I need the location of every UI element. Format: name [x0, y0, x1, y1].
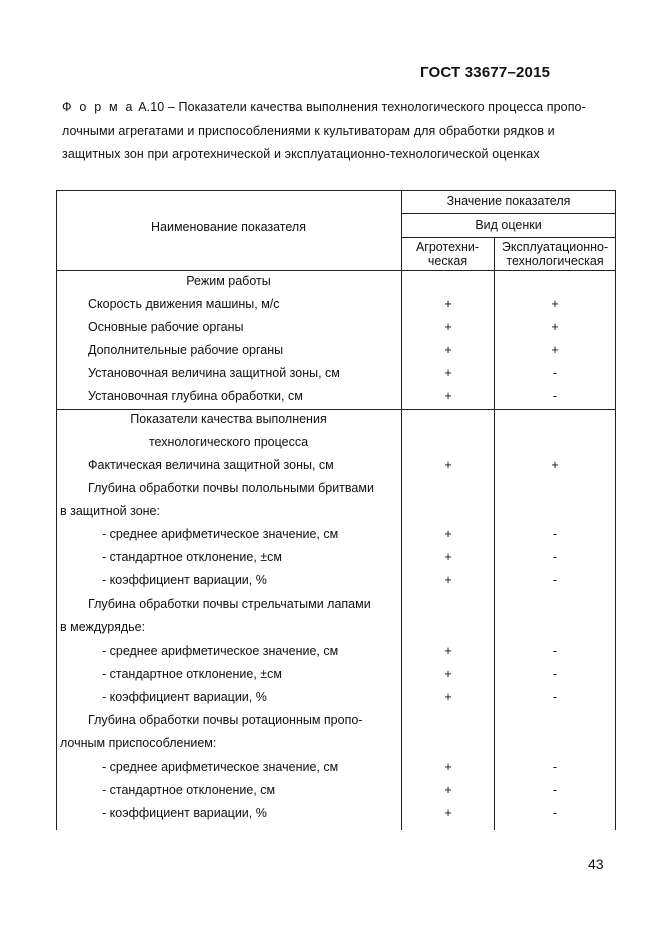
page-number: 43 [588, 856, 604, 872]
header-evaluation-type: Вид оценки [475, 218, 542, 232]
table-cell-expl: + [551, 343, 559, 357]
header-operational-line-2: технологическая [506, 254, 604, 268]
table-row-name: - коэффициент вариации, % [102, 806, 267, 820]
column-divider-2 [494, 237, 495, 830]
header-divider-eval [401, 237, 616, 238]
table-cell-agro: + [444, 573, 452, 587]
table-cell-expl: - [552, 573, 558, 587]
table-cell-expl: - [552, 690, 558, 704]
form-word: Ф о р м а [62, 100, 135, 114]
document-code: ГОСТ 33677–2015 [420, 64, 551, 81]
table-cell-expl: - [552, 550, 558, 564]
table-row-name: - стандартное отклонение, см [102, 783, 276, 797]
table-row-name: - среднее арифметическое значение, см [102, 760, 339, 774]
table-row-name: Установочная глубина обработки, см [88, 389, 303, 403]
table-row-name: в междурядье: [60, 620, 146, 634]
table-row-name: Основные рабочие органы [88, 320, 244, 334]
table-cell-expl: - [552, 806, 558, 820]
header-indicator-name: Наименование показателя [151, 220, 306, 234]
header-divider-value [401, 213, 616, 214]
table-row-name: лочным приспособлением: [60, 736, 217, 750]
header-agrotechnical [401, 240, 494, 268]
table-cell-expl: + [551, 320, 559, 334]
table-cell-agro: + [444, 550, 452, 564]
table-cell-agro: + [444, 527, 452, 541]
table-cell-expl: - [552, 760, 558, 774]
table-cell-agro: + [444, 690, 452, 704]
header-agrotechnical-line-1: Агротехни- [415, 240, 480, 254]
table-row-name: - среднее арифметическое значение, см [102, 644, 339, 658]
table-row-name: - стандартное отклонение, ±см [102, 550, 282, 564]
caption-line-2: лочными агрегатами и приспособлениями к культиваторам для обработки рядков и [62, 123, 555, 138]
table-row-name: технологического процесса [148, 435, 309, 449]
table-cell-agro: + [444, 667, 452, 681]
table-row-name: в защитной зоне: [60, 504, 160, 518]
header-operational [494, 240, 616, 268]
section-divider [56, 409, 616, 410]
table-row-name: - коэффициент вариации, % [102, 690, 267, 704]
table-cell-expl: + [551, 458, 559, 472]
table-cell-agro: + [444, 783, 452, 797]
table-cell-agro: + [444, 644, 452, 658]
table-cell-agro: + [444, 458, 452, 472]
table-cell-agro: + [444, 343, 452, 357]
indicators-table [56, 190, 616, 830]
table-top-border [56, 190, 616, 191]
form-caption [62, 96, 617, 167]
table-row-name: Скорость движения машины, м/с [88, 297, 280, 311]
table-row-name: Установочная величина защитной зоны, см [88, 366, 340, 380]
caption-line-3: защитных зон при агротехнической и эксплуатационно-технологической оценках [62, 147, 540, 161]
table-cell-agro: + [444, 366, 452, 380]
table-row-name: Фактическая величина защитной зоны, см [88, 458, 334, 472]
table-cell-expl: - [552, 527, 558, 541]
table-row-name: Глубина обработки почвы стрельчатыми лапами [88, 597, 371, 611]
table-row-name: Дополнительные рабочие органы [88, 343, 284, 357]
table-row-name: - стандартное отклонение, ±см [102, 667, 282, 681]
header-agrotechnical-line-2: ческая [427, 254, 468, 268]
table-cell-expl: - [552, 366, 558, 380]
table-cell-expl: - [552, 667, 558, 681]
table-cell-agro: + [444, 297, 452, 311]
table-row-name: Глубина обработки почвы ротационным пропо- [88, 713, 363, 727]
table-cell-expl: + [551, 297, 559, 311]
header-bottom-border [56, 270, 616, 271]
table-row-name: - коэффициент вариации, % [102, 573, 267, 587]
table-cell-expl: - [552, 783, 558, 797]
table-cell-expl: - [552, 389, 558, 403]
table-row-name: Показатели качества выполнения [130, 412, 327, 426]
table-cell-agro: + [444, 760, 452, 774]
table-cell-agro: + [444, 806, 452, 820]
header-indicator-value: Значение показателя [446, 194, 571, 208]
table-cell-agro: + [444, 320, 452, 334]
table-cell-agro: + [444, 389, 452, 403]
caption-line-1 [62, 96, 617, 120]
caption-line-1-text: А.10 – Показатели качества выполнения технологического процесса пропо- [134, 100, 586, 114]
header-operational-line-1: Эксплуатационно- [501, 240, 609, 254]
table-row-name: - среднее арифметическое значение, см [102, 527, 339, 541]
column-divider-1 [401, 190, 402, 830]
table-right-border [615, 190, 616, 830]
table-row-name: Режим работы [186, 274, 271, 288]
table-cell-expl: - [552, 644, 558, 658]
table-row-name: Глубина обработки почвы полольными бритвами [88, 481, 374, 495]
